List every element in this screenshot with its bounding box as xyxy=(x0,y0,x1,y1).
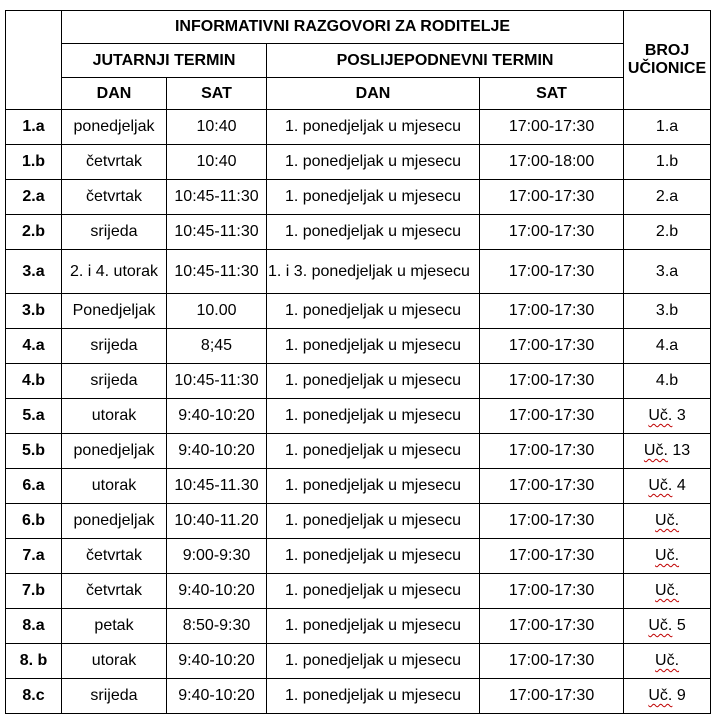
class-cell: 3.a xyxy=(6,250,62,294)
morning-time-cell: 10:40-11.20 xyxy=(167,504,267,539)
afternoon-day-cell: 1. ponedjeljak u mjesecu xyxy=(267,329,480,364)
morning-day-cell: srijeda xyxy=(62,329,167,364)
class-cell: 7.a xyxy=(6,539,62,574)
room-cell: 3.a xyxy=(624,250,711,294)
class-column-header xyxy=(6,11,62,110)
room-cell: 4.b xyxy=(624,364,711,399)
room-abbr: Uč. xyxy=(655,512,680,529)
morning-day-cell: ponedjeljak xyxy=(62,434,167,469)
table-row xyxy=(6,294,711,329)
morning-time-cell: 9:40-10:20 xyxy=(167,399,267,434)
table-row xyxy=(6,434,711,469)
afternoon-day-cell: 1. ponedjeljak u mjesecu xyxy=(267,609,480,644)
afternoon-time-cell: 17:00-17:30 xyxy=(480,215,624,250)
class-cell: 1.a xyxy=(6,110,62,145)
room-abbr: Uč. xyxy=(643,442,668,459)
table-row xyxy=(6,644,711,679)
room-number: 3 xyxy=(676,407,686,424)
room-cell xyxy=(624,434,711,469)
afternoon-time-cell: 17:00-17:30 xyxy=(480,679,624,714)
morning-time-cell: 9:40-10:20 xyxy=(167,679,267,714)
morning-day-cell: srijeda xyxy=(62,215,167,250)
afternoon-day-cell: 1. ponedjeljak u mjesecu xyxy=(267,180,480,215)
morning-day-cell: četvrtak xyxy=(62,539,167,574)
morning-time-cell: 10:45-11:30 xyxy=(167,215,267,250)
afternoon-time-cell: 17:00-17:30 xyxy=(480,644,624,679)
table-row xyxy=(6,469,711,504)
room-number: 13 xyxy=(672,442,691,459)
room-cell xyxy=(624,574,711,609)
morning-day-cell: ponedjeljak xyxy=(62,504,167,539)
afternoon-time-cell: 17:00-17:30 xyxy=(480,609,624,644)
table-row xyxy=(6,180,711,215)
room-abbr: Uč. xyxy=(655,547,680,564)
afternoon-time-cell: 17:00-17:30 xyxy=(480,434,624,469)
afternoon-time-header: SAT xyxy=(480,78,624,110)
morning-day-cell: ponedjeljak xyxy=(62,110,167,145)
table-row xyxy=(6,504,711,539)
room-abbr: Uč. xyxy=(655,652,680,669)
table-row xyxy=(6,145,711,180)
afternoon-day-cell: 1. ponedjeljak u mjesecu xyxy=(267,504,480,539)
class-cell: 6.b xyxy=(6,504,62,539)
room-cell xyxy=(624,609,711,644)
morning-day-cell: 2. i 4. utorak xyxy=(62,250,167,294)
room-column-header xyxy=(624,11,711,110)
class-cell: 4.a xyxy=(6,329,62,364)
morning-day-cell: utorak xyxy=(62,469,167,504)
afternoon-time-cell: 17:00-17:30 xyxy=(480,250,624,294)
room-abbr: Uč. xyxy=(648,477,673,494)
table-row xyxy=(6,679,711,714)
afternoon-time-cell: 17:00-17:30 xyxy=(480,329,624,364)
afternoon-day-cell: 1. ponedjeljak u mjesecu xyxy=(267,145,480,180)
room-cell xyxy=(624,679,711,714)
morning-day-cell: petak xyxy=(62,609,167,644)
morning-time-cell: 9:40-10:20 xyxy=(167,574,267,609)
table-title: INFORMATIVNI RAZGOVORI ZA RODITELJE xyxy=(62,11,624,44)
afternoon-day-cell: 1. ponedjeljak u mjesecu xyxy=(267,539,480,574)
class-cell: 7.b xyxy=(6,574,62,609)
morning-day-cell: srijeda xyxy=(62,679,167,714)
table-row xyxy=(6,215,711,250)
morning-term-header: JUTARNJI TERMIN xyxy=(62,44,267,78)
class-cell: 1.b xyxy=(6,145,62,180)
room-number: 9 xyxy=(676,687,686,704)
room-header-line2: UČIONICE xyxy=(627,60,707,77)
morning-time-header: SAT xyxy=(167,78,267,110)
table-row xyxy=(6,609,711,644)
afternoon-day-cell: 1. i 3. ponedjeljak u mjesecu xyxy=(267,250,480,294)
room-cell: 1.a xyxy=(624,110,711,145)
morning-time-cell: 8:50-9:30 xyxy=(167,609,267,644)
table-row xyxy=(6,364,711,399)
table-row xyxy=(6,250,711,294)
morning-time-cell: 10.00 xyxy=(167,294,267,329)
class-cell: 4.b xyxy=(6,364,62,399)
afternoon-time-cell: 17:00-17:30 xyxy=(480,294,624,329)
afternoon-term-header: POSLIJEPODNEVNI TERMIN xyxy=(267,44,624,78)
morning-day-cell: četvrtak xyxy=(62,180,167,215)
room-header-line1: BROJ xyxy=(644,42,690,59)
class-cell: 8. b xyxy=(6,644,62,679)
room-cell xyxy=(624,399,711,434)
morning-time-cell: 10:45-11.30 xyxy=(167,469,267,504)
afternoon-time-cell: 17:00-17:30 xyxy=(480,574,624,609)
morning-day-cell: srijeda xyxy=(62,364,167,399)
table-row xyxy=(6,329,711,364)
class-cell: 6.a xyxy=(6,469,62,504)
afternoon-time-cell: 17:00-17:30 xyxy=(480,469,624,504)
afternoon-day-cell: 1. ponedjeljak u mjesecu xyxy=(267,644,480,679)
room-number: 5 xyxy=(676,617,686,634)
class-cell: 2.b xyxy=(6,215,62,250)
afternoon-time-cell: 17:00-17:30 xyxy=(480,180,624,215)
class-cell: 8.c xyxy=(6,679,62,714)
room-cell: 4.a xyxy=(624,329,711,364)
room-cell: 1.b xyxy=(624,145,711,180)
room-abbr: Uč. xyxy=(648,687,673,704)
class-cell: 2.a xyxy=(6,180,62,215)
afternoon-day-cell: 1. ponedjeljak u mjesecu xyxy=(267,399,480,434)
afternoon-time-cell: 17:00-17:30 xyxy=(480,364,624,399)
morning-day-cell: četvrtak xyxy=(62,574,167,609)
morning-time-cell: 10:45-11:30 xyxy=(167,364,267,399)
morning-day-header: DAN xyxy=(62,78,167,110)
morning-time-cell: 8;45 xyxy=(167,329,267,364)
table-row xyxy=(6,539,711,574)
room-abbr: Uč. xyxy=(648,617,673,634)
afternoon-time-cell: 17:00-17:30 xyxy=(480,504,624,539)
table-row xyxy=(6,399,711,434)
class-cell: 5.b xyxy=(6,434,62,469)
room-cell: 3.b xyxy=(624,294,711,329)
room-number: 4 xyxy=(676,477,686,494)
table-row xyxy=(6,110,711,145)
afternoon-day-cell: 1. ponedjeljak u mjesecu xyxy=(267,434,480,469)
room-cell xyxy=(624,539,711,574)
morning-day-cell: četvrtak xyxy=(62,145,167,180)
room-cell: 2.a xyxy=(624,180,711,215)
afternoon-time-cell: 17:00-17:30 xyxy=(480,110,624,145)
morning-time-cell: 9:00-9:30 xyxy=(167,539,267,574)
schedule-table xyxy=(5,10,711,714)
room-cell: 2.b xyxy=(624,215,711,250)
room-cell xyxy=(624,469,711,504)
afternoon-day-cell: 1. ponedjeljak u mjesecu xyxy=(267,679,480,714)
afternoon-day-cell: 1. ponedjeljak u mjesecu xyxy=(267,294,480,329)
afternoon-day-cell: 1. ponedjeljak u mjesecu xyxy=(267,469,480,504)
class-cell: 8.a xyxy=(6,609,62,644)
class-cell: 3.b xyxy=(6,294,62,329)
morning-time-cell: 10:45-11:30 xyxy=(167,180,267,215)
morning-day-cell: utorak xyxy=(62,644,167,679)
afternoon-day-cell: 1. ponedjeljak u mjesecu xyxy=(267,215,480,250)
room-abbr: Uč. xyxy=(648,407,673,424)
afternoon-time-cell: 17:00-17:30 xyxy=(480,539,624,574)
morning-day-cell: utorak xyxy=(62,399,167,434)
morning-day-cell: Ponedjeljak xyxy=(62,294,167,329)
morning-time-cell: 10:40 xyxy=(167,145,267,180)
table-row xyxy=(6,574,711,609)
afternoon-day-cell: 1. ponedjeljak u mjesecu xyxy=(267,574,480,609)
afternoon-day-cell: 1. ponedjeljak u mjesecu xyxy=(267,364,480,399)
afternoon-time-cell: 17:00-17:30 xyxy=(480,399,624,434)
morning-time-cell: 10:40 xyxy=(167,110,267,145)
afternoon-day-header: DAN xyxy=(267,78,480,110)
class-cell: 5.a xyxy=(6,399,62,434)
room-cell xyxy=(624,644,711,679)
morning-time-cell: 9:40-10:20 xyxy=(167,434,267,469)
afternoon-time-cell: 17:00-18:00 xyxy=(480,145,624,180)
afternoon-day-cell: 1. ponedjeljak u mjesecu xyxy=(267,110,480,145)
morning-time-cell: 9:40-10:20 xyxy=(167,644,267,679)
room-abbr: Uč. xyxy=(655,582,680,599)
room-cell xyxy=(624,504,711,539)
morning-time-cell: 10:45-11:30 xyxy=(167,250,267,294)
